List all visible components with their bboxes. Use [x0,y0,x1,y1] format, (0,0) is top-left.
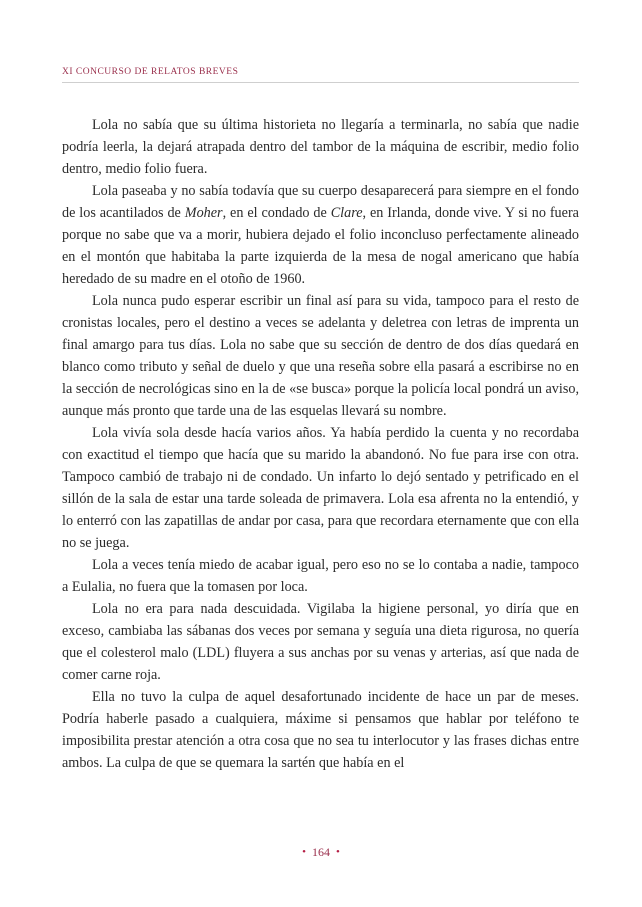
paragraph [62,114,579,180]
footer-bullet-left: • [302,846,306,858]
paragraph [62,422,579,554]
header-divider [62,82,579,83]
paragraph [62,686,579,774]
paragraph-text: Lola no sabía que su última historieta no llegaría a terminarla, no sabía que nadie podría leerla, la dejará atrapada dentro del tambor de la máquina de escribir, medio folio dentro, medio folio fuera. [62,117,579,177]
italic-text: Clare [330,205,363,221]
paragraph [62,554,579,598]
paragraph-text: , en Irlanda, donde vive. Y si no fuera porque no sabe que va a morir, hubiera dejado el folio inconcluso perfectamente alineado en el montón que habitaba la parte izquierda de la mesa de nogal americano que había heredado de su madre en el otoño de 1960. [62,205,579,287]
paragraph-text: Lola no era para nada descuidada. Vigilaba la higiene personal, yo diría que en exceso, cambiaba las sábanas dos veces por semana y seguía una dieta rigurosa, no quería que el colesterol malo (LDL) fluyera a sus anchas por su venas y arterias, así que nada de comer carne roja. [62,601,579,683]
paragraph-text: Lola nunca pudo esperar escribir un final así para su vida, tampoco para el resto de cronistas locales, pero el destino a veces se adelanta y deletrea con letras de imprenta un final amargo para tus días. Lola no sabe que su sección de dentro de dos días quedará en blanco como tributo y señal de duelo y que una reseña sobre ella pasará a escribirse no en la sección de necrológicas sino en la de «se busca» porque la policía local pondrá un aviso, aunque más pronto que tarde una de las esquelas llevará su nombre. [62,293,579,419]
paragraph-text: Ella no tuvo la culpa de aquel desafortunado incidente de hace un par de meses. Podría haberle pasado a cualquiera, máxime si pensamos que hablar por teléfono te imposibilita prestar atención a otra cosa que no sea tu interlocutor y las frases dichas entre ambos. La culpa de que se quemara la sartén que había en el [62,689,579,771]
paragraph [62,180,579,290]
paragraph [62,598,579,686]
italic-text: Moher [184,205,223,221]
footer-bullet-right: • [336,846,340,858]
paragraph [62,290,579,422]
running-header [62,66,579,83]
page-footer [0,845,642,860]
paragraph-text: Lola a veces tenía miedo de acabar igual, pero eso no se lo contaba a nadie, tampoco a Eulalia, no fuera que la tomasen por loca. [62,557,579,595]
paragraph-text: Lola paseaba y no sabía todavía que su cuerpo desaparecerá para siempre en el fondo de los acantilados de [62,183,579,221]
header-title: XI CONCURSO DE RELATOS BREVES [62,67,239,77]
paragraph-text: , en el condado de [222,205,331,221]
page-number: 164 [312,845,330,859]
paragraph-text: Lola vivía sola desde hacía varios años. Ya había perdido la cuenta y no recordaba con exactitud el tiempo que hacía que su marido la abandonó. No fue para irse con otra. Tampoco cambió de trabajo ni de condado. Un infarto lo dejó sentado y petrificado en el sillón de la sala de estar una tarde soleada de primavera. Lola esa afrenta no la entendió, y lo enterró con las zapatillas de andar por casa, para que recordara eternamente que con ella no se juega. [62,425,579,551]
story-body [62,114,579,774]
